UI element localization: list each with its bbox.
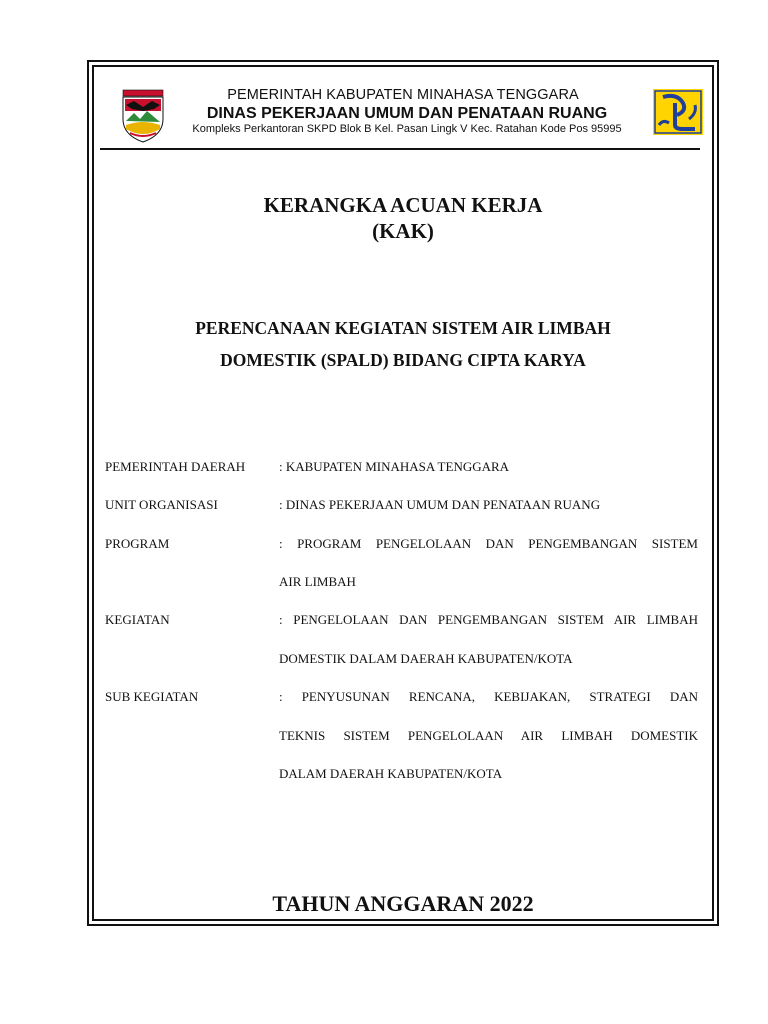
government-name: PEMERINTAH KABUPATEN MINAHASA TENGGARA [227, 87, 579, 103]
activity-title-line2: DOMESTIK (SPALD) BIDANG CIPTA KARYA [220, 350, 586, 370]
label-sub-kegiatan: SUB KEGIATAN [105, 689, 199, 704]
value-program-line1: : PROGRAM PENGELOLAAN DAN PENGEMBANGAN SISTEM [279, 536, 698, 551]
value-sub-kegiatan-line1: : PENYUSUNAN RENCANA, KEBIJAKAN, STRATEGI DAN [279, 689, 698, 704]
label-unit-organisasi: UNIT ORGANISASI [105, 497, 218, 512]
value-sub-kegiatan-line2: TEKNIS SISTEM PENGELOLAAN AIR LIMBAH DOMESTIK [279, 728, 698, 743]
document-title-abbr: (KAK) [372, 219, 434, 243]
value-kegiatan-line1: : PENGELOLAAN DAN PENGEMBANGAN SISTEM AIR LIMBAH [279, 612, 698, 627]
value-program-line2: AIR LIMBAH [279, 574, 356, 589]
pupr-logo-icon [653, 89, 703, 135]
fiscal-year: TAHUN ANGGARAN 2022 [272, 891, 534, 916]
letterhead [92, 65, 714, 149]
letterhead-divider [100, 148, 700, 150]
activity-title-line1: PERENCANAAN KEGIATAN SISTEM AIR LIMBAH [195, 318, 611, 338]
value-pemerintah-daerah: : KABUPATEN MINAHASA TENGGARA [279, 459, 510, 474]
value-kegiatan-line2: DOMESTIK DALAM DAERAH KABUPATEN/KOTA [279, 651, 573, 666]
label-program: PROGRAM [105, 536, 170, 551]
agency-address: Kompleks Perkantoran SKPD Blok B Kel. Pasan Lingk V Kec. Ratahan Kode Pos 95995 [192, 123, 622, 135]
value-unit-organisasi: : DINAS PEKERJAAN UMUM DAN PENATAAN RUANG [279, 497, 601, 512]
label-kegiatan: KEGIATAN [105, 612, 170, 627]
value-sub-kegiatan-line3: DALAM DAERAH KABUPATEN/KOTA [279, 766, 503, 781]
agency-name: DINAS PEKERJAAN UMUM DAN PENATAAN RUANG [206, 105, 608, 122]
label-pemerintah-daerah: PEMERINTAH DAERAH [105, 459, 246, 474]
document-title: KERANGKA ACUAN KERJA [263, 193, 543, 217]
